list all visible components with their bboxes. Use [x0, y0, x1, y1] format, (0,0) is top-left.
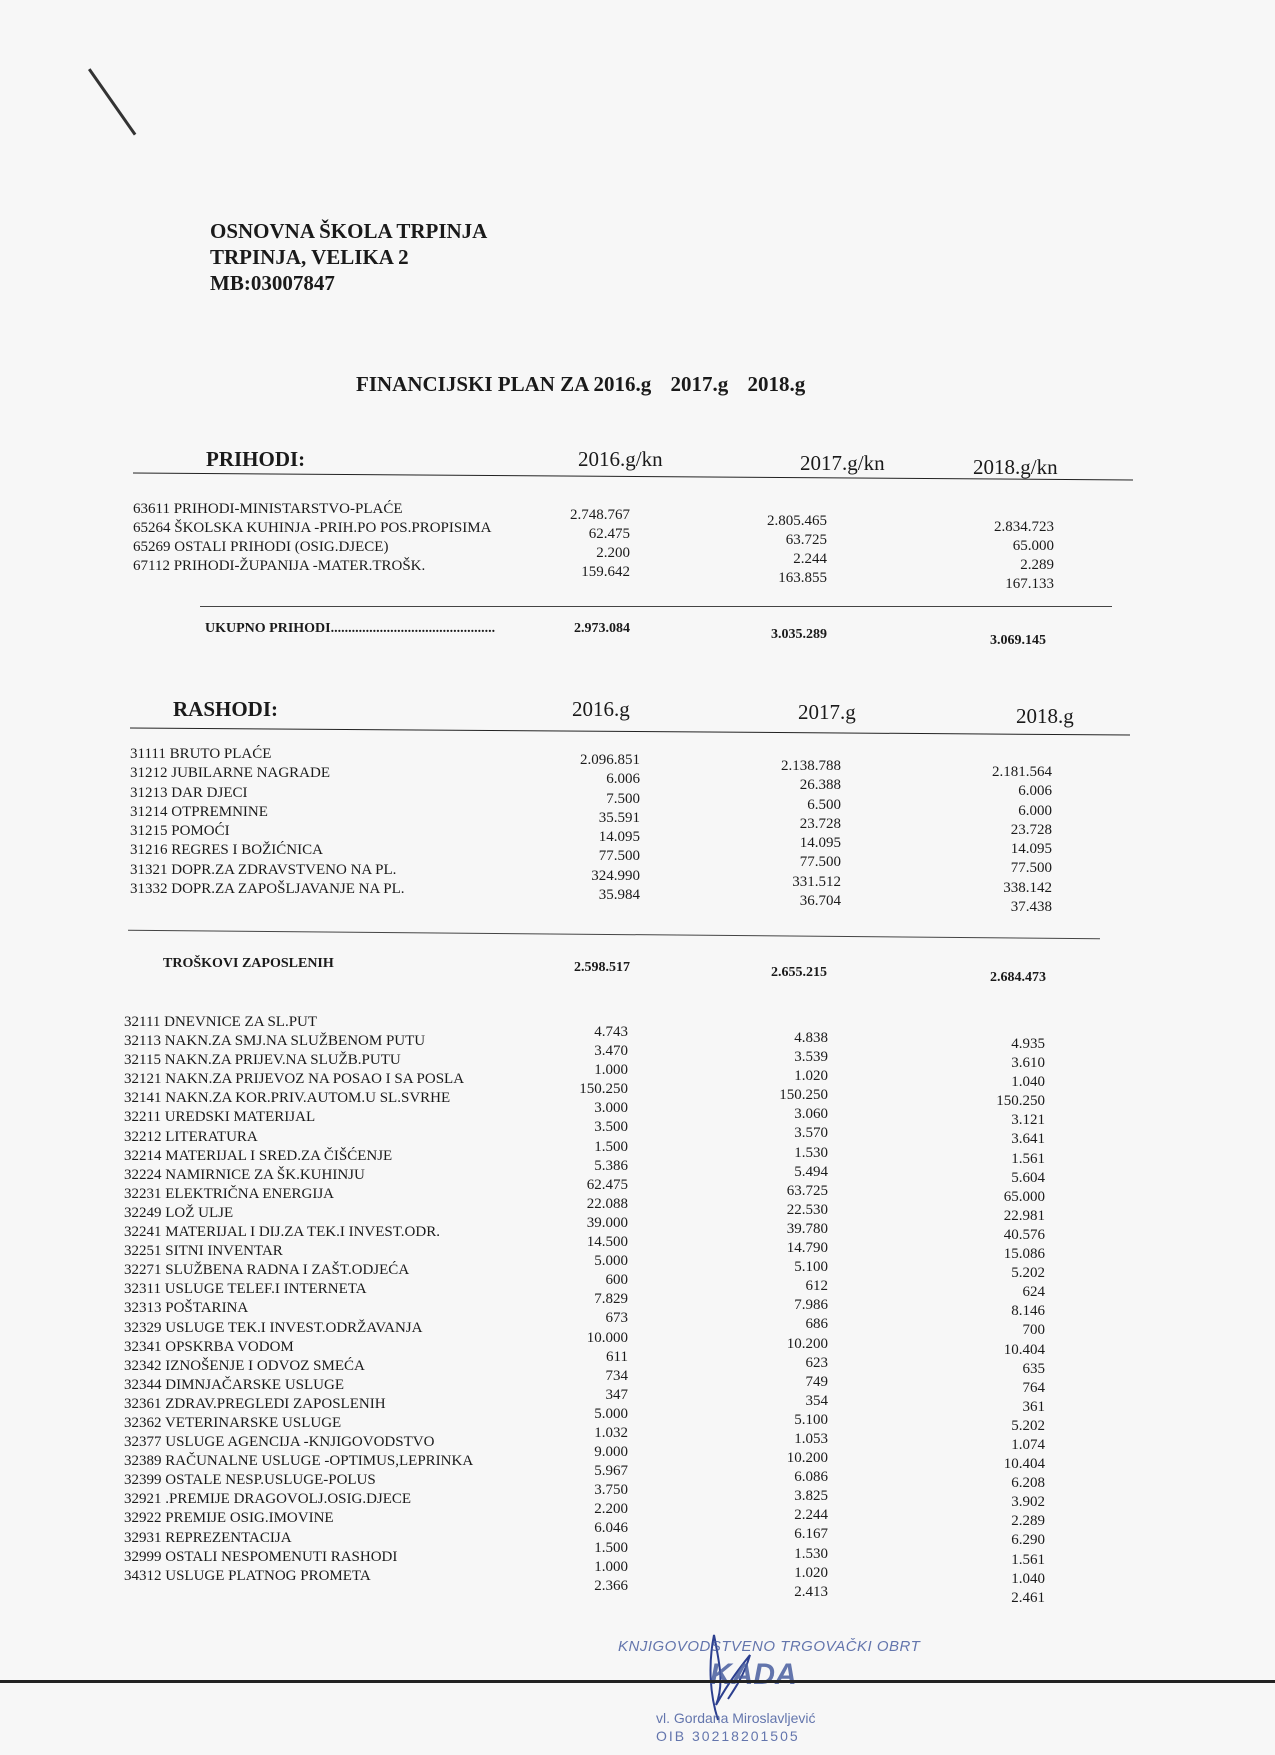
row-account: 32111 DNEVNICE ZA SL.PUT: [124, 1014, 318, 1030]
row-value-2018: 700: [1022, 1322, 1045, 1339]
title-main: FINANCIJSKI PLAN ZA 2016.g: [356, 372, 652, 396]
rashodi-rows: [0, 745, 1275, 916]
row-value-2016: 1.500: [594, 1138, 628, 1155]
row-account: 34312 USLUGE PLATNOG PROMETA: [124, 1567, 371, 1584]
row-account: 32141 NAKN.ZA KOR.PRIV.AUTOM.U SL.SVRHE: [124, 1090, 451, 1107]
row-value-2018: 3.902: [1011, 1494, 1045, 1511]
row-account: 32399 OSTALE NESP.USLUGE-POLUS: [124, 1472, 376, 1489]
row-value-2017: 3.570: [794, 1125, 828, 1142]
staff-total-label: TROŠKOVI ZAPOSLENIH: [163, 956, 334, 971]
rashodi-label: RASHODI:: [173, 697, 279, 721]
row-account: 32214 MATERIJAL I SRED.ZA ČIŠĆENJE: [124, 1147, 393, 1164]
row-value-2017: 14.095: [799, 835, 841, 852]
title-2017: 2017.g: [670, 372, 729, 396]
row-value-2018: 77.500: [1010, 860, 1052, 877]
row-value-2018: 2.181.564: [992, 764, 1052, 780]
row-value-2016: 7.500: [606, 790, 640, 807]
row-value-2016: 600: [605, 1272, 628, 1289]
row-value-2017: 686: [805, 1316, 828, 1333]
staff-total-2018: 2.684.473: [990, 970, 1046, 985]
row-account: 32921 .PREMIJE DRAGOVOLJ.OSIG.DJECE: [124, 1491, 412, 1508]
prihodi-total-2017: 3.035.289: [771, 627, 827, 642]
row-account: 32931 REPREZENTACIJA: [124, 1529, 292, 1546]
row-account: 31216 REGRES I BOŽIĆNICA: [130, 842, 323, 859]
row-value-2016: 1.032: [594, 1424, 628, 1441]
prihodi-total-rule: [200, 606, 1112, 607]
row-value-2017: 331.512: [792, 873, 841, 890]
row-value-2016: 9.000: [594, 1444, 628, 1461]
row-account: 32361 ZDRAV.PREGLEDI ZAPOSLENIH: [124, 1395, 386, 1412]
row-account: 32251 SITNI INVENTAR: [124, 1243, 283, 1260]
row-value-2017: 26.388: [799, 777, 841, 794]
staff-total-rule: [128, 930, 1100, 939]
row-value-2017: 10.200: [786, 1335, 828, 1352]
row-value-2018: 3.121: [1011, 1112, 1045, 1129]
row-value-2017: 612: [805, 1278, 828, 1295]
page-bottom-rule: [0, 1680, 1275, 1683]
row-value-2017: 5.100: [794, 1411, 828, 1428]
row-value-2018: 1.040: [1011, 1570, 1045, 1587]
row-value-2017: 2.138.788: [781, 758, 841, 774]
row-value-2017: 39.780: [786, 1220, 828, 1237]
row-account: 31332 DOPR.ZA ZAPOŠLJAVANJE NA PL.: [130, 881, 405, 898]
row-value-2017: 1.530: [794, 1144, 828, 1161]
row-value-2017: 163.855: [778, 570, 827, 586]
row-value-2016: 3.000: [594, 1100, 628, 1117]
rashodi-col-2018: 2018.g: [1016, 704, 1074, 728]
row-value-2016: 1.000: [594, 1558, 628, 1575]
row-value-2016: 6.046: [594, 1520, 628, 1537]
company-stamp: [600, 1632, 921, 1752]
row-value-2018: 10.404: [1003, 1456, 1045, 1473]
row-account: 32313 POŠTARINA: [124, 1300, 249, 1317]
row-value-2018: 22.981: [1003, 1207, 1045, 1224]
row-account: 32121 NAKN.ZA PRIJEVOZ NA POSAO I SA POSLA: [124, 1071, 465, 1088]
row-value-2016: 159.642: [581, 564, 630, 580]
row-value-2017: 1.530: [794, 1545, 828, 1562]
row-value-2016: 14.500: [586, 1234, 628, 1251]
row-value-2016: 3.470: [594, 1043, 628, 1060]
row-value-2018: 635: [1022, 1360, 1045, 1377]
row-value-2018: 624: [1022, 1284, 1045, 1301]
row-account: 32113 NAKN.ZA SMJ.NA SLUŽBENOM PUTU: [124, 1033, 426, 1050]
row-account: 32115 NAKN.ZA PRIJEV.NA SLUŽB.PUTU: [124, 1052, 401, 1069]
stamp-line4: OIB 30218201505: [656, 1728, 800, 1744]
row-value-2018: 167.133: [1005, 576, 1054, 592]
table-row: [0, 557, 1275, 592]
row-account: 32342 IZNOŠENJE I ODVOZ SMEĆA: [124, 1357, 365, 1374]
material-rows: [0, 1013, 1275, 1606]
row-value-2018: 6.208: [1011, 1475, 1045, 1492]
row-value-2016: 1.000: [594, 1062, 628, 1079]
row-value-2016: 35.984: [598, 887, 640, 904]
row-value-2017: 6.167: [794, 1526, 828, 1543]
prihodi-col-2018: 2018.g/kn: [973, 455, 1058, 479]
row-value-2018: 1.561: [1011, 1150, 1045, 1167]
row-account: 63611 PRIHODI-MINISTARSTVO-PLAĆE: [133, 501, 403, 517]
row-value-2017: 63.725: [785, 532, 827, 548]
row-value-2016: 673: [605, 1310, 628, 1327]
row-value-2018: 65.000: [1012, 538, 1054, 554]
row-value-2017: 5.494: [794, 1163, 828, 1180]
row-account: 65269 OSTALI PRIHODI (OSIG.DJECE): [133, 539, 389, 555]
staff-total-2017: 2.655.215: [771, 965, 827, 980]
row-value-2018: 5.604: [1011, 1169, 1045, 1186]
row-value-2016: 347: [605, 1386, 628, 1403]
row-value-2017: 22.530: [786, 1201, 828, 1218]
row-value-2018: 338.142: [1003, 879, 1052, 896]
row-value-2016: 1.500: [594, 1539, 628, 1556]
row-value-2018: 15.086: [1003, 1246, 1045, 1263]
row-value-2017: 3.539: [794, 1049, 828, 1066]
school-mb: MB:03007847: [210, 271, 335, 295]
row-value-2017: 1.053: [794, 1430, 828, 1447]
row-value-2016: 5.967: [594, 1463, 628, 1480]
table-row: [0, 880, 1275, 916]
row-value-2017: 3.825: [794, 1488, 828, 1505]
row-account: 32241 MATERIJAL I DIJ.ZA TEK.I INVEST.ODR.: [124, 1224, 440, 1241]
prihodi-rows: [0, 500, 1275, 592]
row-account: 31213 DAR DJECI: [130, 784, 248, 801]
row-account: 31215 POMOĆI: [130, 823, 230, 840]
stamp-line1: KNJIGOVODSTVENO TRGOVAČKI OBRT: [618, 1638, 921, 1655]
row-account: 32999 OSTALI NESPOMENUTI RASHODI: [124, 1548, 398, 1565]
row-value-2018: 1.561: [1011, 1551, 1045, 1568]
row-value-2018: 5.202: [1011, 1417, 1045, 1434]
document-title: [356, 372, 819, 397]
row-value-2018: 8.146: [1011, 1303, 1045, 1320]
stamp-line3: vl. Gordana Miroslavljević: [656, 1710, 816, 1726]
row-value-2017: 2.244: [793, 551, 827, 567]
row-account: 31321 DOPR.ZA ZDRAVSTVENO NA PL.: [130, 861, 397, 878]
rashodi-col-2016: 2016.g: [572, 697, 630, 721]
row-account: 32271 SLUŽBENA RADNA I ZAŠT.ODJEĆA: [124, 1262, 410, 1279]
row-value-2016: 150.250: [579, 1081, 628, 1098]
row-value-2018: 6.006: [1018, 783, 1052, 800]
school-header: [210, 218, 487, 296]
row-value-2016: 2.200: [596, 545, 630, 561]
row-value-2016: 5.000: [594, 1405, 628, 1422]
rashodi-header: [0, 697, 1275, 727]
row-value-2018: 37.438: [1010, 899, 1052, 916]
row-value-2018: 1.074: [1011, 1436, 1045, 1453]
prihodi-total-row: [0, 618, 1275, 648]
row-value-2017: 23.728: [799, 815, 841, 832]
row-account: 32344 DIMNJAČARSKE USLUGE: [124, 1376, 345, 1393]
row-value-2018: 2.834.723: [994, 519, 1054, 535]
row-value-2017: 6.086: [794, 1469, 828, 1486]
row-account: 32211 UREDSKI MATERIJAL: [124, 1109, 316, 1126]
rashodi-col-2017: 2017.g: [798, 700, 856, 724]
rashodi-header-rule: [130, 728, 1130, 736]
row-value-2016: 4.743: [594, 1024, 628, 1040]
row-account: 31212 JUBILARNE NAGRADE: [130, 765, 330, 782]
row-account: 31111 BRUTO PLAĆE: [130, 746, 272, 762]
row-value-2018: 4.935: [1011, 1036, 1045, 1052]
row-value-2016: 5.000: [594, 1253, 628, 1270]
row-value-2017: 5.100: [794, 1259, 828, 1276]
row-value-2016: 2.096.851: [580, 752, 640, 768]
row-account: 31214 OTPREMNINE: [130, 803, 268, 820]
row-value-2016: 7.829: [594, 1291, 628, 1308]
row-value-2016: 2.366: [594, 1577, 628, 1594]
row-value-2018: 764: [1022, 1379, 1045, 1396]
row-value-2018: 40.576: [1003, 1226, 1045, 1243]
row-value-2016: 62.475: [586, 1176, 628, 1193]
row-value-2016: 611: [606, 1348, 628, 1365]
row-value-2016: 62.475: [588, 526, 630, 542]
row-value-2017: 1.020: [794, 1564, 828, 1581]
row-value-2018: 6.290: [1011, 1532, 1045, 1549]
row-value-2017: 2.413: [794, 1583, 828, 1600]
row-value-2018: 14.095: [1010, 841, 1052, 858]
row-account: 32329 USLUGE TEK.I INVEST.ODRŽAVANJA: [124, 1319, 423, 1336]
row-value-2018: 2.289: [1020, 557, 1054, 573]
row-value-2016: 77.500: [598, 848, 640, 865]
row-value-2016: 324.990: [591, 867, 640, 884]
row-value-2017: 7.986: [794, 1297, 828, 1314]
row-value-2018: 23.728: [1010, 821, 1052, 838]
pen-mark: [88, 68, 136, 135]
row-value-2017: 36.704: [799, 893, 841, 910]
row-value-2016: 2.200: [594, 1501, 628, 1518]
row-value-2018: 2.461: [1011, 1589, 1045, 1606]
row-value-2016: 3.500: [594, 1119, 628, 1136]
row-value-2017: 6.500: [807, 796, 841, 813]
row-value-2018: 3.641: [1011, 1131, 1045, 1148]
row-value-2016: 39.000: [586, 1214, 628, 1231]
row-value-2016: 10.000: [586, 1329, 628, 1346]
table-row: [0, 1567, 1275, 1606]
prihodi-total-2018: 3.069.145: [990, 633, 1046, 648]
row-value-2016: 5.386: [594, 1157, 628, 1174]
row-account: 32311 USLUGE TELEF.I INTERNETA: [124, 1281, 367, 1298]
row-value-2017: 2.805.465: [767, 513, 827, 529]
row-account: 32362 VETERINARSKE USLUGE: [124, 1414, 342, 1431]
row-account: 67112 PRIHODI-ŽUPANIJA -MATER.TROŠK.: [133, 558, 426, 574]
row-value-2017: 150.250: [779, 1087, 828, 1104]
row-account: 32249 LOŽ ULJE: [124, 1204, 234, 1221]
prihodi-total-2016: 2.973.084: [574, 621, 630, 636]
staff-total-2016: 2.598.517: [574, 960, 630, 975]
row-value-2017: 4.838: [794, 1030, 828, 1046]
row-value-2017: 77.500: [799, 854, 841, 871]
row-account: 32231 ELEKTRIČNA ENERGIJA: [124, 1185, 334, 1202]
row-value-2018: 1.040: [1011, 1074, 1045, 1091]
row-value-2018: 5.202: [1011, 1265, 1045, 1282]
prihodi-label: PRIHODI:: [206, 447, 306, 471]
prihodi-col-2017: 2017.g/kn: [800, 451, 885, 475]
row-account: 32377 USLUGE AGENCIJA -KNJIGOVODSTVO: [124, 1434, 435, 1451]
row-value-2016: 3.750: [594, 1482, 628, 1499]
row-value-2017: 14.790: [786, 1240, 828, 1257]
stamp-line2: KADA: [710, 1658, 797, 1691]
row-value-2017: 63.725: [786, 1182, 828, 1199]
staff-total-row: [0, 953, 1275, 985]
row-value-2017: 1.020: [794, 1068, 828, 1085]
row-value-2017: 10.200: [786, 1450, 828, 1467]
title-2018: 2018.g: [747, 372, 806, 396]
row-value-2016: 35.591: [598, 809, 640, 826]
row-account: 32212 LITERATURA: [124, 1128, 258, 1145]
row-value-2018: 2.289: [1011, 1513, 1045, 1530]
row-value-2018: 361: [1022, 1398, 1045, 1415]
row-account: 65264 ŠKOLSKA KUHINJA -PRIH.PO POS.PROPISIMA: [133, 520, 492, 536]
row-value-2016: 734: [605, 1367, 628, 1384]
row-account: 32922 PREMIJE OSIG.IMOVINE: [124, 1510, 334, 1527]
row-account: 32341 OPSKRBA VODOM: [124, 1338, 294, 1355]
row-value-2018: 10.404: [1003, 1341, 1045, 1358]
row-value-2018: 6.000: [1018, 802, 1052, 819]
row-value-2018: 150.250: [996, 1093, 1045, 1110]
row-value-2018: 3.610: [1011, 1055, 1045, 1072]
row-value-2016: 14.095: [598, 829, 640, 846]
row-value-2016: 6.006: [606, 771, 640, 788]
school-name: OSNOVNA ŠKOLA TRPINJA: [210, 219, 488, 243]
row-value-2018: 65.000: [1003, 1188, 1045, 1205]
row-value-2017: 354: [805, 1392, 828, 1409]
row-value-2017: 2.244: [794, 1507, 828, 1524]
row-account: 32389 RAČUNALNE USLUGE -OPTIMUS,LEPRINKA: [124, 1453, 474, 1470]
row-value-2017: 623: [805, 1354, 828, 1371]
row-value-2017: 3.060: [794, 1106, 828, 1123]
prihodi-col-2016: 2016.g/kn: [578, 447, 663, 471]
school-address: TRPINJA, VELIKA 2: [210, 245, 409, 269]
row-value-2016: 2.748.767: [570, 507, 630, 523]
row-account: 32224 NAMIRNICE ZA ŠK.KUHINJU: [124, 1166, 365, 1183]
prihodi-total-label: UKUPNO PRIHODI...............................................: [205, 621, 496, 636]
row-value-2016: 22.088: [586, 1195, 628, 1212]
row-value-2017: 749: [805, 1373, 828, 1390]
